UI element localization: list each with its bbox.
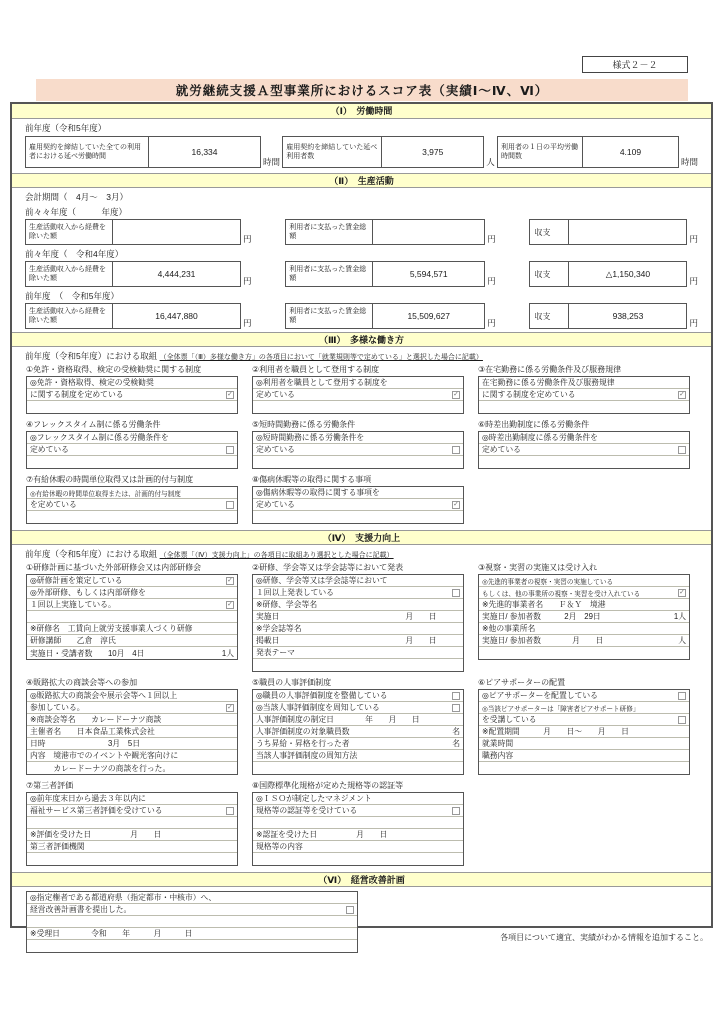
s2-row-1 <box>25 261 698 287</box>
item-title: ⑤短時間勤務に係る労働条件 <box>252 420 356 429</box>
row-text: ◎先進的事業者の視察・実習の実施している <box>482 578 614 586</box>
row-text: 人事評価制度の制定日 年 月 日 <box>256 715 420 724</box>
row-text: ※配置期間 月 日～ 月 日 <box>482 727 629 736</box>
checkbox[interactable]: ✓ <box>453 390 459 398</box>
row-text: 研修講師 乙倉 淳氏 <box>30 636 116 645</box>
section-3-header: （Ⅲ） 多様な働き方 <box>12 332 711 347</box>
row-text: に関する制度を定めている <box>30 390 124 399</box>
s2-year-label-1: 前々年度（ 令和4年度） <box>25 249 124 259</box>
row-text: 定めている <box>30 445 69 454</box>
row-text: 規格等の内容 <box>256 842 303 851</box>
row-right-text: 名 <box>452 739 460 748</box>
checkbox[interactable] <box>346 906 354 914</box>
row-text: 定めている <box>256 390 295 399</box>
balance-label: 収支 <box>529 219 569 245</box>
empty-row <box>27 853 237 865</box>
empty-row <box>479 647 689 659</box>
s2-year-label-0: 前々々年度（ 年度） <box>25 207 128 217</box>
s3-item-8 <box>252 474 464 524</box>
s4-subtitle <box>25 548 711 560</box>
item-title: ①免許・資格取得、検定の受検勧奨に関する制度 <box>26 365 202 374</box>
field-label: 雇用契約を締結していた全ての利用者における延べ労働時間 <box>25 136 149 168</box>
row-right-text: 月 日 <box>405 612 460 621</box>
checkbox[interactable] <box>678 716 686 724</box>
s4-item-2-presentation <box>252 562 464 672</box>
row-text: 規格等の認証等を受けている <box>256 806 358 815</box>
empty-row <box>253 853 463 865</box>
row-text: を定めている <box>30 500 77 509</box>
row-text: ◎利用者を職員として登用する制度を <box>256 378 388 387</box>
item-title: ⑧国際標準化規格が定めた規格等の認証等 <box>252 781 404 790</box>
field-label: 利用者の１日の平均労働時間数 <box>497 136 583 168</box>
row-right-text: 月 日 <box>405 636 460 645</box>
row-text: 在宅勤務に係る労働条件及び服務規律 <box>482 378 615 387</box>
row-text: 定めている <box>256 445 295 454</box>
row-text: ◎有給休暇の時間単位取得または、計画的付与制度 <box>30 490 181 498</box>
row-text: ◎ＩＳＯが制定したマネジメント <box>256 794 372 803</box>
row-text: 実施日・受講者数 10月 4日 <box>30 648 145 658</box>
row-text: ◎前年度末日から過去３年以内に <box>30 794 146 803</box>
unit-yen: 円 <box>243 318 252 328</box>
s2-year-label-2: 前年度 （ 令和5年度） <box>25 291 119 301</box>
footer-note: 各項目について適宜、実績がわかる情報を追加すること。 <box>500 933 708 942</box>
section-6-header: （Ⅵ） 経営改善計画 <box>12 872 711 887</box>
row-text: カレードーナツの商談を行った。 <box>30 763 171 773</box>
s3-item-7 <box>26 474 238 524</box>
balance-value[interactable]: △1,150,340 <box>569 261 687 287</box>
wage-label: 利用者に支払った賃金総額 <box>285 261 373 287</box>
row-text: ※受理日 令和 年 月 日 <box>30 929 193 938</box>
item-title: ④フレックスタイム制に係る労働条件 <box>26 420 161 429</box>
row-text: ※研修名 工賃向上就労支援事業人づくり研修 <box>30 624 193 633</box>
row-text: ◎研修、学会等又は学会誌等において <box>256 576 388 585</box>
row-text: ◎研修計画を策定している <box>30 576 123 585</box>
item-title: ①研修計画に基づいた外部研修会又は内部研修会 <box>26 563 202 572</box>
s4-item-5-hr-evaluation <box>252 677 464 775</box>
row-text: うち昇給・昇格を行った者 <box>256 739 350 748</box>
checkbox[interactable]: ✓ <box>227 576 233 584</box>
field-value[interactable]: 3,975 <box>382 136 484 168</box>
row-text: 職務内容 <box>482 751 514 760</box>
field-value[interactable]: 16,334 <box>149 136 261 168</box>
row-right-text: 1人 <box>673 612 686 621</box>
row-text: １回以上発表している <box>256 588 334 597</box>
row-text: 日時 3月 5日 <box>30 739 141 748</box>
checkbox[interactable] <box>678 692 686 700</box>
row-text: ※商談会等名 カレードーナツ商談 <box>30 715 162 724</box>
s3-item-6 <box>478 419 690 469</box>
page-title: 就労継続支援Ａ型事業所におけるスコア表（実績Ⅰ～Ⅳ、Ⅵ） <box>36 79 688 101</box>
checkbox[interactable]: ✓ <box>453 500 459 508</box>
s3-grid <box>26 364 711 524</box>
row-text: 参加している。 <box>30 703 85 712</box>
unit-yen: 円 <box>243 276 252 286</box>
row-text: １回以上実施している。 <box>30 600 116 609</box>
balance-label: 収支 <box>529 303 569 329</box>
s1-field-total-users <box>282 136 495 168</box>
row-text: ※評価を受けた日 月 日 <box>30 830 162 839</box>
field-unit: 時間 <box>263 157 281 167</box>
field-unit: 人 <box>486 157 495 167</box>
s2-row-0 <box>25 219 698 245</box>
checkbox[interactable] <box>452 446 460 454</box>
row-text: ※学会誌等名 <box>256 624 302 633</box>
checkbox[interactable] <box>226 501 234 509</box>
wage-label: 利用者に支払った賃金総額 <box>285 219 373 245</box>
s4-subtitle-note: （全体票「（Ⅳ）支援力向上」の各項目に取組あり選択とした場合に記載） <box>159 552 394 559</box>
checkbox[interactable] <box>452 589 460 597</box>
empty-row <box>27 611 237 623</box>
row-text: ◎短時間勤務に係る労働条件を <box>256 433 365 442</box>
empty-row <box>27 916 357 928</box>
checkbox[interactable] <box>452 807 460 815</box>
income-label: 生産活動収入から経費を除いた額 <box>25 303 113 329</box>
wage-value[interactable]: 15,509,627 <box>373 303 485 329</box>
checkbox[interactable]: ✓ <box>227 703 233 711</box>
unit-yen: 円 <box>243 234 252 244</box>
row-text: を受講している <box>482 715 537 724</box>
s4-item-1-training <box>26 562 238 660</box>
section-1-header: （Ⅰ） 労働時間 <box>12 104 711 119</box>
income-label: 生産活動収入から経費を除いた額 <box>25 261 113 287</box>
row-text: ◎時差出勤制度に係る労働条件を <box>482 433 598 442</box>
row-text: に関する制度を定めている <box>482 390 576 399</box>
unit-yen: 円 <box>487 234 496 244</box>
empty-row <box>253 456 463 468</box>
row-text: 定めている <box>482 445 521 454</box>
item-title: ⑥時差出勤制度に係る労働条件 <box>478 420 590 429</box>
empty-row <box>27 401 237 413</box>
row-text: 第三者評価機関 <box>30 842 85 851</box>
s2-row-2 <box>25 303 698 329</box>
item-title: ⑥ピアサポーターの配置 <box>478 678 566 687</box>
empty-row <box>253 659 463 671</box>
empty-row <box>253 817 463 829</box>
s1-field-row <box>25 136 698 168</box>
unit-yen: 円 <box>487 276 496 286</box>
s1-field-avg-hours <box>497 136 698 168</box>
balance-value[interactable] <box>569 219 687 245</box>
s3-item-4 <box>26 419 238 469</box>
s1-field-total-hours <box>25 136 280 168</box>
field-label: 雇用契約を締結していた延べ利用者数 <box>282 136 382 168</box>
row-text: ◎外部研修、もしくは内部研修を <box>30 588 146 597</box>
checkbox[interactable]: ✓ <box>227 600 233 608</box>
empty-row <box>479 456 689 468</box>
empty-row <box>479 401 689 413</box>
row-text: 発表テーマ <box>256 648 295 657</box>
row-text: 実施日/ 参加者数 2月 29日 <box>482 612 601 621</box>
row-text: ◎当該ピアサポーターは「障害者ピアサポート研修」 <box>482 705 640 713</box>
row-right-text: 人 <box>678 636 686 645</box>
s3-subtitle <box>25 350 711 362</box>
s3-subtitle-note: （全体票「（Ⅲ）多様な働き方」の各項目において「就業規則等で定めている」と選択した場合に記載） <box>159 354 483 361</box>
row-text: ◎ピアサポーターを配置している <box>482 691 598 700</box>
income-value[interactable]: 4,444,231 <box>113 261 241 287</box>
s3-item-3 <box>478 364 690 414</box>
section-4-header: （Ⅳ） 支援力向上 <box>12 530 711 545</box>
wage-value[interactable] <box>373 219 485 245</box>
balance-value[interactable]: 938,253 <box>569 303 687 329</box>
empty-row <box>27 817 237 829</box>
item-title: ⑤職員の人事評価制度 <box>252 678 332 687</box>
row-text: 実施日/ 参加者数 月 日 <box>482 636 604 645</box>
row-text: 当該人事評価制度の周知方法 <box>256 751 358 760</box>
row-text: 福祉サービス第三者評価を受けている <box>30 806 163 815</box>
s2-period-label: 会計期間（ 4月～ 3月） <box>25 192 128 202</box>
row-text: 就業時間 <box>482 739 514 748</box>
row-text: ※研修、学会等名 <box>256 600 318 609</box>
s4-item-6-peer-supporter <box>478 677 690 775</box>
income-label: 生産活動収入から経費を除いた額 <box>25 219 113 245</box>
row-text: 内容 境港市でのイベントや観光客向けに <box>30 751 179 760</box>
empty-row <box>27 511 237 523</box>
row-text: ※他の事業所名 <box>482 624 536 633</box>
s3-item-5 <box>252 419 464 469</box>
s4-grid <box>26 562 711 866</box>
row-text: 実施日 <box>256 612 280 621</box>
row-text: ◎指定権者である都道府県（指定都市・中核市）へ、 <box>30 893 217 902</box>
row-text: ※先進的事業者名 Ｆ＆Ｙ 境港 <box>482 600 606 609</box>
row-text: 経営改善計画書を提出した。 <box>30 905 132 914</box>
item-title: ③在宅勤務に係る労働条件及び服務規律 <box>478 365 622 374</box>
s3-item-1 <box>26 364 238 414</box>
s4-item-7-third-party-eval <box>26 780 238 866</box>
checkbox[interactable] <box>226 446 234 454</box>
row-text: ◎職員の人事評価制度を整備している <box>256 691 388 700</box>
checkbox[interactable] <box>226 807 234 815</box>
item-title: ②研修、学会等又は学会誌等において発表 <box>252 563 404 572</box>
checkbox[interactable]: ✓ <box>679 588 685 596</box>
checkbox[interactable] <box>678 446 686 454</box>
item-title: ④販路拡大の商談会等への参加 <box>26 678 138 687</box>
unit-yen: 円 <box>689 276 698 286</box>
row-text: 掲載日 <box>256 636 280 645</box>
checkbox[interactable] <box>452 704 460 712</box>
s3-subtitle-main: 前年度（令和5年度）における取組 <box>25 351 158 361</box>
item-title: ⑧傷病休暇等の取得に関する事項 <box>252 475 372 484</box>
item-title: ⑦有給休暇の時間単位取得又は計画的付与制度 <box>26 475 194 484</box>
row-text: ※認証を受けた日 月 日 <box>256 830 388 839</box>
unit-yen: 円 <box>689 234 698 244</box>
s4-item-4-trade-fair <box>26 677 238 775</box>
row-text: ◎免許・資格取得、検定の受検勧奨 <box>30 378 154 387</box>
income-value[interactable]: 16,447,880 <box>113 303 241 329</box>
unit-yen: 円 <box>487 318 496 328</box>
item-title: ②利用者を職員として登用する制度 <box>252 365 380 374</box>
empty-row <box>27 456 237 468</box>
checkbox[interactable]: ✓ <box>227 390 233 398</box>
empty-row <box>479 762 689 774</box>
wage-value[interactable]: 5,594,571 <box>373 261 485 287</box>
checkbox[interactable]: ✓ <box>679 390 685 398</box>
unit-yen: 円 <box>689 318 698 328</box>
row-text: ◎販路拡大の商談会や展示会等へ１回以上 <box>30 691 178 700</box>
field-unit: 時間 <box>680 157 698 167</box>
s6-box <box>26 891 358 953</box>
s4-item-8-iso-certification <box>252 780 464 866</box>
row-right-text: 名 <box>452 727 460 736</box>
row-text: 人事評価制度の対象職員数 <box>256 727 350 736</box>
empty-row <box>253 762 463 774</box>
income-value[interactable] <box>113 219 241 245</box>
item-title: ③視察・実習の実施又は受け入れ <box>478 563 598 572</box>
s3-item-2 <box>252 364 464 414</box>
row-text: 主催者名 日本食品工業株式会社 <box>30 727 155 736</box>
field-value[interactable]: 4.109 <box>583 136 679 168</box>
row-text: ◎当該人事評価制度を周知している <box>256 703 380 712</box>
section-2-header: （Ⅱ） 生産活動 <box>12 173 711 188</box>
empty-row <box>27 940 357 952</box>
wage-label: 利用者に支払った賃金総額 <box>285 303 373 329</box>
form-code-box: 様式２－２ <box>582 56 688 73</box>
empty-row <box>253 511 463 523</box>
balance-label: 収支 <box>529 261 569 287</box>
row-text: もしくは、他の事業所の視察・実習を受け入れている <box>482 590 641 598</box>
empty-row <box>253 401 463 413</box>
row-right-text: 1人 <box>221 648 234 658</box>
s4-subtitle-main: 前年度（令和5年度）における取組 <box>25 549 158 559</box>
s1-year-label: 前年度（令和5年度） <box>25 123 107 133</box>
s4-item-3-observation <box>478 562 690 660</box>
row-text: 定めている <box>256 500 295 509</box>
checkbox[interactable] <box>452 692 460 700</box>
row-text: ◎傷病休暇等の取得に関する事項を <box>256 488 380 497</box>
item-title: ⑦第三者評価 <box>26 781 74 790</box>
row-text: ◎フレックスタイム制に係る労働条件を <box>30 433 169 442</box>
